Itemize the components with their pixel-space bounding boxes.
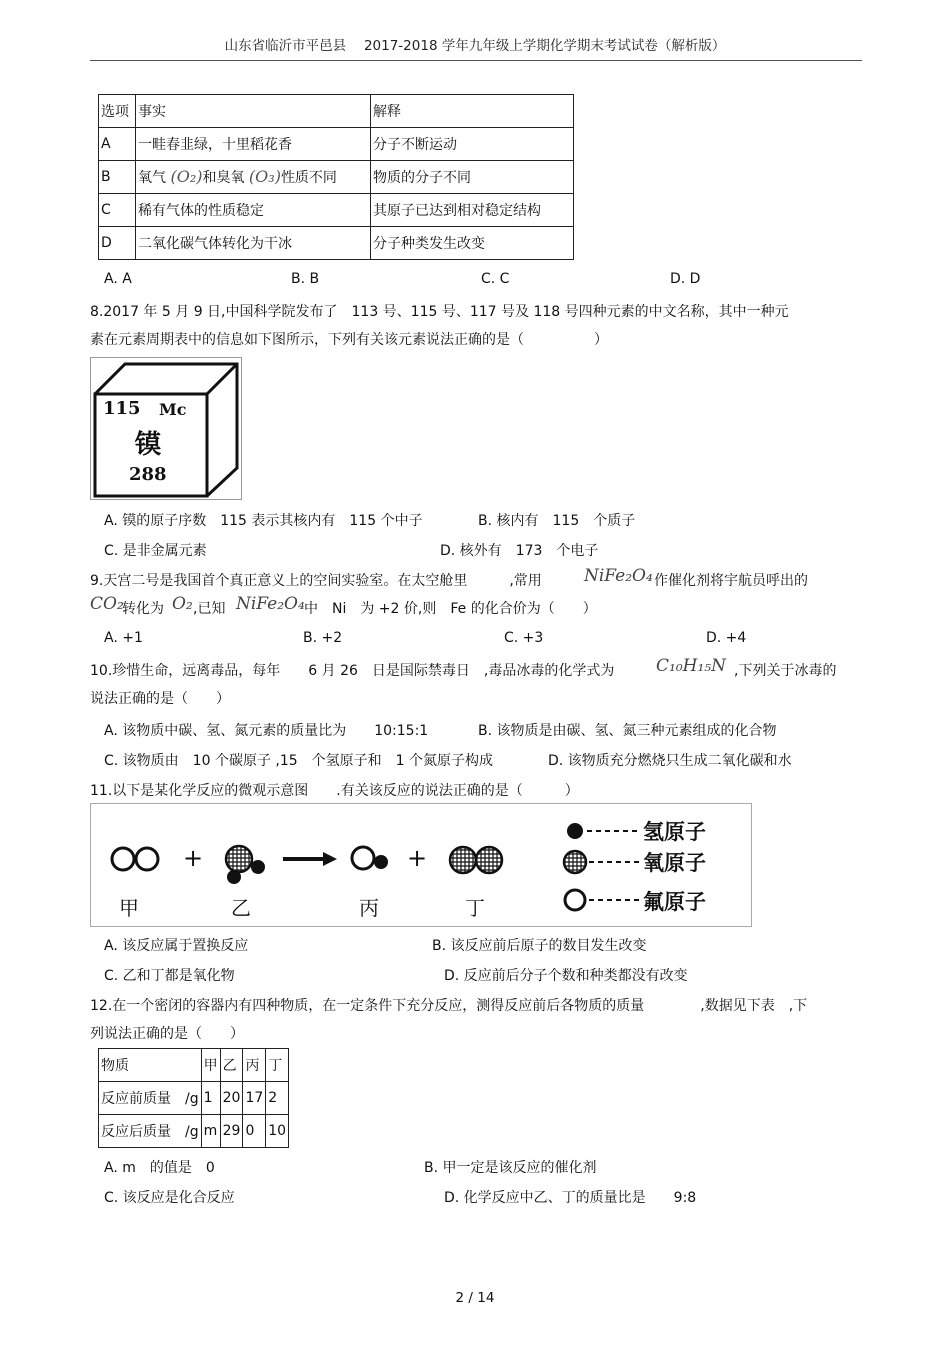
q8-option-c[interactable]: C. 是非金属元素	[104, 543, 207, 559]
q12-option-d[interactable]: D. 化学反应中乙、丁的质量比是 9:8	[444, 1190, 697, 1206]
q12-option-a[interactable]: A. m 的值是 0	[104, 1160, 215, 1176]
element-symbol: Mc	[159, 400, 187, 419]
table-cell	[136, 161, 371, 194]
table-row	[99, 227, 574, 260]
table-cell: 分子不断运动	[371, 128, 574, 161]
table-cell: B	[99, 161, 136, 194]
q12-stem-line2: 列说法正确的是（ ）	[90, 1026, 244, 1042]
q9-co2: CO₂	[90, 594, 124, 614]
fact-text: 性质不同	[280, 170, 337, 186]
q10-option-c[interactable]: C. 该物质由 10 个碳原子 ,15 个氢原子和 1 个氮原子构成	[104, 753, 494, 769]
fact-text: 氧气	[138, 170, 166, 186]
q12-table	[98, 1048, 289, 1148]
table-row	[99, 161, 574, 194]
q9-option-b[interactable]: B. +2	[303, 630, 343, 646]
table-row	[99, 194, 574, 227]
diagram-label-yi: 乙	[231, 896, 251, 920]
q10-option-d[interactable]: D. 该物质充分燃烧只生成二氧化碳和水	[548, 753, 792, 769]
q11-stem-line1: 11.以下是某化学反应的微观示意图 .有关该反应的说法正确的是（ ）	[90, 783, 579, 799]
hydrogen-atom-icon	[251, 860, 265, 874]
q11-option-a[interactable]: A. 该反应属于置换反应	[104, 938, 249, 954]
diagram-label-bing: 丙	[359, 896, 379, 920]
element-number: 115	[103, 398, 141, 419]
q9-stem-line2a: 转化为	[122, 601, 164, 617]
diagram-label-jia: 甲	[119, 896, 139, 920]
table-cell: 二氧化碳气体转化为干冰	[136, 227, 371, 260]
table-row	[99, 1115, 289, 1148]
header-rule	[90, 60, 862, 61]
table-cell: 2	[266, 1082, 289, 1115]
oxygen-atom-icon	[450, 847, 476, 873]
table-cell: 事实	[136, 95, 371, 128]
q9-formula-2: NiFe₂O₄	[236, 594, 305, 614]
q8-option-d[interactable]: D. 核外有 173 个电子	[440, 543, 599, 559]
table-cell: 17	[243, 1082, 266, 1115]
oxygen-atom-icon	[226, 846, 252, 872]
q9-option-a[interactable]: A. +1	[104, 630, 143, 646]
fluorine-atom-icon	[136, 848, 158, 870]
table-cell: 29	[220, 1115, 243, 1148]
hydrogen-atom-icon	[227, 870, 241, 884]
q11-option-d[interactable]: D. 反应前后分子个数和种类都没有改变	[444, 968, 688, 984]
q9-option-d[interactable]: D. +4	[706, 630, 747, 646]
table-cell: 选项	[99, 95, 136, 128]
element-mass: 288	[129, 464, 167, 485]
q9-stem-line1b: 作催化剂将宇航员呼出的	[654, 573, 808, 589]
q12-option-c[interactable]: C. 该反应是化合反应	[104, 1190, 235, 1206]
q9-stem-line2b: ,已知	[193, 601, 226, 617]
table-cell: 其原子已达到相对稳定结构	[371, 194, 574, 227]
table-row	[99, 95, 574, 128]
o3-formula: (O₃)	[248, 167, 281, 186]
table-cell: D	[99, 227, 136, 260]
legend-fluorine-icon	[565, 890, 585, 910]
legend-oxygen-icon	[564, 851, 586, 873]
q10-stem-line2: 说法正确的是（ ）	[90, 691, 230, 707]
table-cell: 0	[243, 1115, 266, 1148]
page-number: 2 / 14	[455, 1290, 495, 1306]
table-cell: 丁	[266, 1049, 289, 1082]
hydrogen-atom-icon	[374, 855, 388, 869]
diagram-label-ding: 丁	[465, 896, 485, 920]
q10-option-a[interactable]: A. 该物质中碳、氢、氮元素的质量比为 10:15:1	[104, 723, 429, 739]
legend-hydrogen-label: 氢原子	[643, 820, 706, 844]
plus-sign: +	[183, 844, 204, 872]
fluorine-atom-icon	[112, 848, 134, 870]
table-cell: 1	[201, 1082, 220, 1115]
table-cell: 丙	[243, 1049, 266, 1082]
oxygen-atom-icon	[476, 847, 502, 873]
legend-fluorine-label: 氟原子	[643, 890, 706, 914]
q11-option-c[interactable]: C. 乙和丁都是氧化物	[104, 968, 235, 984]
arrow-head-icon	[323, 852, 337, 866]
q7-table	[98, 94, 574, 260]
table-cell: 20	[220, 1082, 243, 1115]
q7-option-b[interactable]: B. B	[291, 271, 320, 287]
element-card-image	[90, 357, 242, 500]
table-cell: 反应前质量 /g	[99, 1082, 202, 1115]
q8-option-b[interactable]: B. 核内有 115 个质子	[478, 513, 636, 529]
q9-option-c[interactable]: C. +3	[504, 630, 544, 646]
table-cell: 稀有气体的性质稳定	[136, 194, 371, 227]
q10-option-b[interactable]: B. 该物质是由碳、氢、氮三种元素组成的化合物	[478, 723, 777, 739]
q9-o2: O₂	[172, 594, 193, 614]
reaction-diagram	[90, 803, 752, 927]
table-cell: C	[99, 194, 136, 227]
q10-formula: C₁₀H₁₅N	[656, 656, 726, 676]
q7-option-a[interactable]: A. A	[104, 271, 132, 287]
table-row	[99, 1082, 289, 1115]
page-header: 山东省临沂市平邑县 2017-2018 学年九年级上学期化学期末考试试卷（解析版）	[224, 38, 726, 54]
table-row	[99, 128, 574, 161]
table-cell: 乙	[220, 1049, 243, 1082]
q9-stem-line2c: 中 Ni 为 +2 价,则 Fe 的化合价为（ ）	[304, 601, 597, 617]
table-cell: 物质	[99, 1049, 202, 1082]
q8-stem-line1: 8.2017 年 5 月 9 日,中国科学院发布了 113 号、115 号、117 号及 118 号四种元素的中文名称，其中一种元	[90, 304, 789, 320]
q9-formula: NiFe₂O₄	[584, 566, 653, 586]
q7-option-c[interactable]: C. C	[481, 271, 510, 287]
q9-stem-line1a: 9.天宫二号是我国首个真正意义上的空间实验室。在太空舱里 ,常用	[90, 573, 542, 589]
q8-stem-line2: 素在元素周期表中的信息如下图所示，下列有关该元素说法正确的是（ ）	[90, 332, 608, 348]
legend-hydrogen-icon	[567, 823, 583, 839]
q12-stem-line1: 12.在一个密闭的容器内有四种物质，在一定条件下充分反应，测得反应前后各物质的质量 ,数据见下表 ,下	[90, 998, 808, 1014]
table-cell: 反应后质量 /g	[99, 1115, 202, 1148]
table-cell: 一畦春韭绿，十里稻花香	[136, 128, 371, 161]
table-cell: 解释	[371, 95, 574, 128]
table-cell: A	[99, 128, 136, 161]
table-cell: 物质的分子不同	[371, 161, 574, 194]
q10-stem-line1b: ,下列关于冰毒的	[734, 663, 837, 679]
plus-sign: +	[407, 844, 428, 872]
q12-option-b[interactable]: B. 甲一定是该反应的催化剂	[424, 1160, 597, 1176]
q11-option-b[interactable]: B. 该反应前后原子的数目发生改变	[432, 938, 647, 954]
table-cell: 10	[266, 1115, 289, 1148]
q10-stem-line1a: 10.珍惜生命，远离毒品，每年 6 月 26 日是国际禁毒日 ,毒品冰毒的化学式为	[90, 663, 615, 679]
table-cell: m	[201, 1115, 220, 1148]
o2-formula: (O₂)	[170, 167, 203, 186]
q8-option-a[interactable]: A. 镆的原子序数 115 表示其核内有 115 个中子	[104, 513, 423, 529]
fluorine-atom-icon	[352, 847, 374, 869]
fact-text: 和臭氧	[202, 170, 245, 186]
table-cell: 分子种类发生改变	[371, 227, 574, 260]
q7-option-d[interactable]: D. D	[670, 271, 701, 287]
legend-oxygen-label: 氧原子	[643, 851, 706, 875]
table-row	[99, 1049, 289, 1082]
element-name: 镆	[135, 430, 162, 460]
table-cell: 甲	[201, 1049, 220, 1082]
